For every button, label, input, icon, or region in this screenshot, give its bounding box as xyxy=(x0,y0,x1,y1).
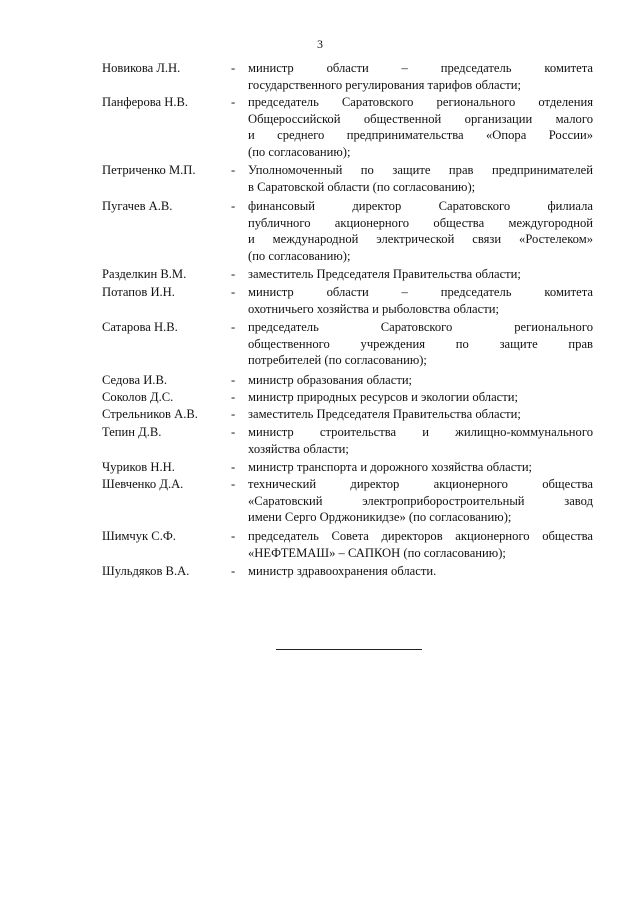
member-role xyxy=(248,528,593,561)
member-role-line: министр образования области; xyxy=(248,373,413,387)
member-role-line: министр здравоохранения области. xyxy=(248,564,437,578)
member-role xyxy=(248,60,593,93)
entry-dash: - xyxy=(231,477,236,491)
entry-dash: - xyxy=(231,425,236,439)
member-role xyxy=(248,319,593,369)
member-name: Стрельников А.В. xyxy=(102,407,198,421)
member-role-line: министр области – председатель комитета xyxy=(248,285,593,299)
member-name: Потапов И.Н. xyxy=(102,285,175,299)
member-role-line: охотничьего хозяйства и рыболовства области; xyxy=(248,301,499,316)
member-role xyxy=(248,198,593,264)
entry-dash: - xyxy=(231,320,236,334)
member-role-line: технический директор акционерного общества xyxy=(248,477,593,491)
entry-dash: - xyxy=(231,95,236,109)
entry-dash: - xyxy=(231,390,236,404)
member-role-line: (по согласованию); xyxy=(248,248,351,263)
member-role-line: Общероссийской общественной организации малого xyxy=(248,111,593,126)
member-role-line: председатель Саратовского регионального отделения xyxy=(248,95,593,109)
member-role-line: «Саратовский электроприборостроительный завод xyxy=(248,493,593,508)
member-role-line: хозяйства области; xyxy=(248,441,349,456)
member-role-line: министр транспорта и дорожного хозяйства области; xyxy=(248,460,533,474)
member-role-line: министр природных ресурсов и экологии области; xyxy=(248,390,519,404)
entry-dash: - xyxy=(231,267,236,281)
member-role xyxy=(248,563,593,580)
member-role-line: Уполномоченный по защите прав предпринимателей xyxy=(248,163,593,177)
member-name: Новикова Л.Н. xyxy=(102,61,181,75)
member-role-line: имени Серго Орджоникидзе» (по согласованию); xyxy=(248,510,512,524)
entry-dash: - xyxy=(231,564,236,578)
entry-dash: - xyxy=(231,373,236,387)
member-role-line: публичного акционерного общества междугородной xyxy=(248,215,593,230)
member-role-line: и среднего предпринимательства «Опора России» xyxy=(248,128,593,142)
member-role xyxy=(248,162,593,195)
entry-dash: - xyxy=(231,285,236,299)
entry-dash: - xyxy=(231,199,236,213)
member-name: Тепин Д.В. xyxy=(102,425,162,439)
entry-dash: - xyxy=(231,61,236,75)
member-name: Соколов Д.С. xyxy=(102,390,174,404)
member-name: Петриченко М.П. xyxy=(102,163,196,177)
member-role-line: в Саратовской области (по согласованию); xyxy=(248,179,476,194)
member-role xyxy=(248,266,593,283)
member-role-line: «НЕФТЕМАШ» – САПКОН (по согласованию); xyxy=(248,545,506,560)
member-role-line: министр области – председатель комитета xyxy=(248,61,593,75)
member-role xyxy=(248,284,593,317)
entry-dash: - xyxy=(231,529,236,543)
entry-dash: - xyxy=(231,407,236,421)
member-role xyxy=(248,424,593,457)
page-number: 3 xyxy=(317,37,323,51)
member-role-line: общественного учреждения по защите прав xyxy=(248,336,593,351)
member-name: Разделкин В.М. xyxy=(102,267,187,281)
member-role-line: заместитель Председателя Правительства области; xyxy=(248,267,521,281)
member-name: Седова И.В. xyxy=(102,373,167,387)
member-role-line: государственного регулирования тарифов области; xyxy=(248,77,521,92)
closing-rule xyxy=(276,649,422,650)
entry-dash: - xyxy=(231,163,236,177)
member-role-line: (по согласованию); xyxy=(248,144,351,159)
member-role-line: министр строительства и жилищно-коммунального xyxy=(248,425,593,439)
member-role-line: и международной электрической связи «Ростелеком» xyxy=(248,232,593,246)
member-name: Сатарова Н.В. xyxy=(102,320,178,334)
member-role-line: председатель Саратовского регионального xyxy=(248,320,593,334)
member-name: Пугачев А.В. xyxy=(102,199,173,213)
member-name: Шевченко Д.А. xyxy=(102,477,184,491)
member-name: Панферова Н.В. xyxy=(102,95,189,109)
member-name: Шульдяков В.А. xyxy=(102,564,190,578)
member-role xyxy=(248,389,593,406)
member-role-line: потребителей (по согласованию); xyxy=(248,353,427,367)
member-role-line: председатель Совета директоров акционерного общества xyxy=(248,529,593,543)
member-role xyxy=(248,476,593,526)
entry-dash: - xyxy=(231,460,236,474)
member-name: Шимчук С.Ф. xyxy=(102,529,176,543)
member-role xyxy=(248,372,593,389)
member-role-line: финансовый директор Саратовского филиала xyxy=(248,199,593,213)
member-role xyxy=(248,406,593,423)
member-role xyxy=(248,94,593,160)
member-role xyxy=(248,459,593,476)
member-name: Чуриков Н.Н. xyxy=(102,460,175,474)
member-role-line: заместитель Председателя Правительства области; xyxy=(248,407,521,421)
